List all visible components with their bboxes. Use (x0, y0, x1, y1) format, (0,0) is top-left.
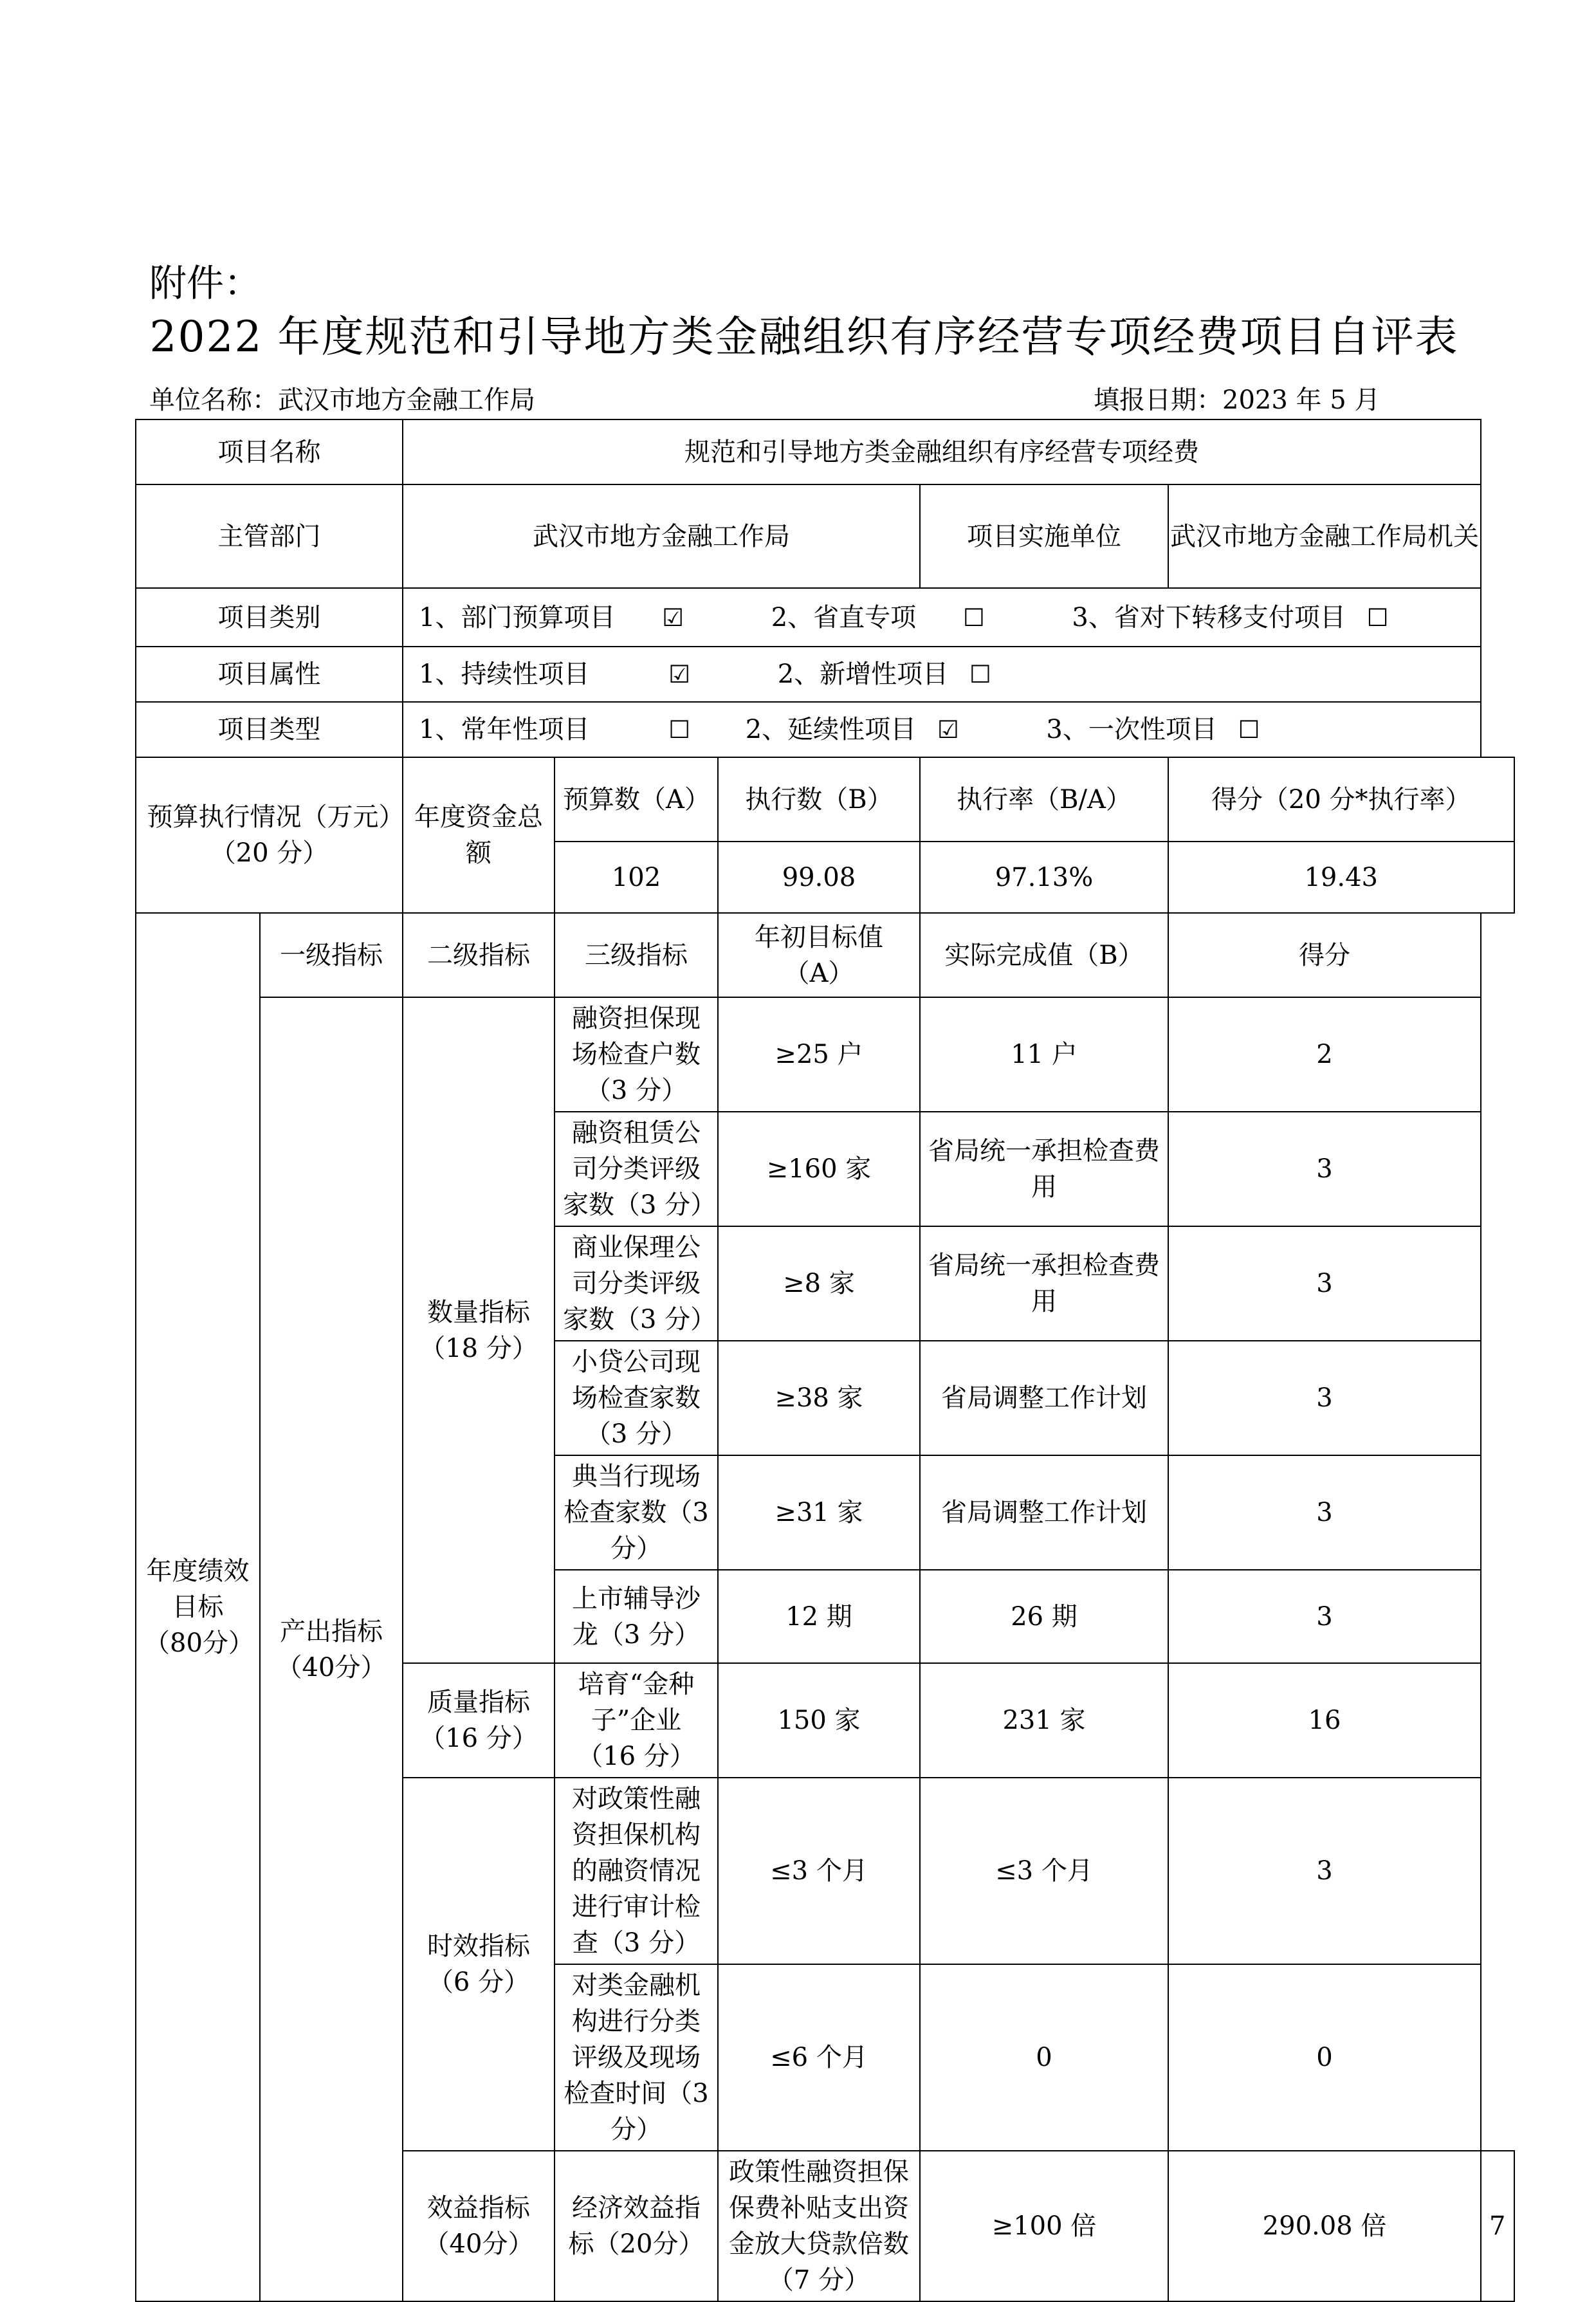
score-header: 得分 (1168, 913, 1481, 997)
execution-rate-header: 执行率（B/A） (920, 757, 1168, 842)
level3-header: 三级指标 (555, 913, 718, 997)
type-row (136, 702, 1514, 757)
unchecked-box-icon[interactable]: ☐ (1238, 715, 1260, 744)
actual-value: 290.08 倍 (1168, 2151, 1481, 2301)
execution-rate: 97.13% (920, 842, 1168, 913)
actual-value: 26 期 (920, 1570, 1168, 1663)
category-options (403, 588, 1481, 647)
level1-header: 一级指标 (260, 913, 403, 997)
performance-header-row (136, 913, 1514, 997)
score: 7 (1481, 2151, 1514, 2301)
unit-name: 单位名称：武汉市地方金融工作局 (149, 385, 535, 415)
budget-header-row (136, 757, 1514, 842)
category-option-3: 3、省对下转移支付项目 (1072, 602, 1346, 632)
level3-indicator: 上市辅导沙龙（3 分） (555, 1570, 718, 1663)
level3-indicator: 政策性融资担保保费补贴支出资金放大贷款倍数（7 分） (718, 2151, 920, 2301)
score: 2 (1168, 997, 1481, 1112)
actual-value: 省局调整工作计划 (920, 1341, 1168, 1455)
implementing-unit-label: 项目实施单位 (920, 484, 1168, 588)
level3-indicator: 融资租赁公司分类评级家数（3 分） (555, 1112, 718, 1226)
attribute-option-1: 1、持续性项目 (419, 659, 590, 689)
score: 0 (1168, 1964, 1481, 2151)
level3-indicator: 融资担保现场检查户数（3 分） (555, 997, 718, 1112)
target-value: 150 家 (718, 1663, 920, 1778)
benefit-indicator: 效益指标（40分） (403, 2151, 555, 2301)
performance-label: 年度绩效目标（80分） (136, 913, 260, 2301)
department: 武汉市地方金融工作局 (403, 484, 920, 588)
attribute-label: 项目属性 (136, 647, 403, 702)
target-value: ≤6 个月 (718, 1964, 920, 2151)
score: 16 (1168, 1663, 1481, 1778)
department-label: 主管部门 (136, 484, 403, 588)
level3-indicator: 对政策性融资担保机构的融资情况进行审计检查（3 分） (555, 1778, 718, 1964)
type-option-1: 1、常年性项目 (419, 715, 590, 744)
level2-header: 二级指标 (403, 913, 555, 997)
target-value: ≥31 家 (718, 1455, 920, 1570)
checked-box-icon[interactable]: ☑ (668, 660, 691, 688)
score: 3 (1168, 1112, 1481, 1226)
target-value: ≤3 个月 (718, 1778, 920, 1964)
target-header: 年初目标值（A） (718, 913, 920, 997)
actual-value: 省局统一承担检查费用 (920, 1226, 1168, 1341)
score: 3 (1168, 1570, 1481, 1663)
checked-box-icon[interactable]: ☑ (937, 715, 959, 744)
actual-value: 11 户 (920, 997, 1168, 1112)
score: 3 (1168, 1226, 1481, 1341)
score: 3 (1168, 1455, 1481, 1570)
type-option-3: 3、一次性项目 (1046, 715, 1217, 744)
project-name-row (136, 419, 1514, 484)
quantity-indicator: 数量指标（18 分） (403, 997, 555, 1663)
actual-header: 实际完成值（B） (920, 913, 1168, 997)
level3-indicator: 典当行现场检查家数（3 分） (555, 1455, 718, 1570)
target-value: 12 期 (718, 1570, 920, 1663)
target-value: ≥38 家 (718, 1341, 920, 1455)
target-value: ≥160 家 (718, 1112, 920, 1226)
table-row (136, 997, 1514, 1112)
annual-total-label: 年度资金总额 (403, 757, 555, 913)
output-indicator: 产出指标（40分） (260, 997, 403, 2301)
budget-label: 预算执行情况（万元）（20 分） (136, 757, 403, 913)
attribute-row (136, 647, 1514, 702)
budget-score-header: 得分（20 分*执行率） (1168, 757, 1514, 842)
unchecked-box-icon[interactable]: ☐ (668, 715, 691, 744)
category-row (136, 588, 1514, 647)
actual-value: 0 (920, 1964, 1168, 2151)
attribute-option-2: 2、新增性项目 (777, 659, 949, 689)
economic-benefit-indicator: 经济效益指标（20分） (555, 2151, 718, 2301)
attachment-label: 附件： (149, 261, 262, 305)
budget-score: 19.43 (1168, 842, 1514, 913)
unchecked-box-icon[interactable]: ☐ (969, 660, 991, 688)
level3-indicator: 对类金融机构进行分类评级及现场检查时间（3 分） (555, 1964, 718, 2151)
actual-value: 省局调整工作计划 (920, 1455, 1168, 1570)
level3-indicator: 商业保理公司分类评级家数（3 分） (555, 1226, 718, 1341)
target-value: ≥25 户 (718, 997, 920, 1112)
quality-indicator: 质量指标（16 分） (403, 1663, 555, 1778)
category-label: 项目类别 (136, 588, 403, 647)
timeliness-indicator: 时效指标（6 分） (403, 1778, 555, 2151)
executed-amount: 99.08 (718, 842, 920, 913)
report-date: 填报日期：2023 年 5 月 (1094, 385, 1380, 415)
target-value: ≥100 倍 (920, 2151, 1168, 2301)
attribute-options (403, 647, 1481, 702)
type-options (403, 702, 1481, 757)
category-option-1: 1、部门预算项目 (419, 602, 616, 632)
executed-amount-header: 执行数（B） (718, 757, 920, 842)
target-value: ≥8 家 (718, 1226, 920, 1341)
project-name: 规范和引导地方类金融组织有序经营专项经费 (403, 419, 1481, 484)
actual-value: 231 家 (920, 1663, 1168, 1778)
type-label: 项目类型 (136, 702, 403, 757)
category-option-2: 2、省直专项 (771, 602, 917, 632)
unchecked-box-icon[interactable]: ☐ (962, 603, 985, 632)
level3-indicator: 小贷公司现场检查家数（3 分） (555, 1341, 718, 1455)
checked-box-icon[interactable]: ☑ (662, 603, 684, 632)
level3-indicator: 培育“金种子”企业（16 分） (555, 1663, 718, 1778)
document-title: 2022 年度规范和引导地方类金融组织有序经营专项经费项目自评表 (149, 312, 1459, 362)
department-row (136, 484, 1514, 588)
score: 3 (1168, 1341, 1481, 1455)
budget-amount-header: 预算数（A） (555, 757, 718, 842)
actual-value: 省局统一承担检查费用 (920, 1112, 1168, 1226)
unchecked-box-icon[interactable]: ☐ (1366, 603, 1389, 632)
budget-amount: 102 (555, 842, 718, 913)
self-evaluation-table (135, 419, 1515, 2302)
implementing-unit: 武汉市地方金融工作局机关 (1168, 484, 1481, 588)
type-option-2: 2、延续性项目 (745, 715, 917, 744)
actual-value: ≤3 个月 (920, 1778, 1168, 1964)
score: 3 (1168, 1778, 1481, 1964)
project-name-label: 项目名称 (136, 419, 403, 484)
